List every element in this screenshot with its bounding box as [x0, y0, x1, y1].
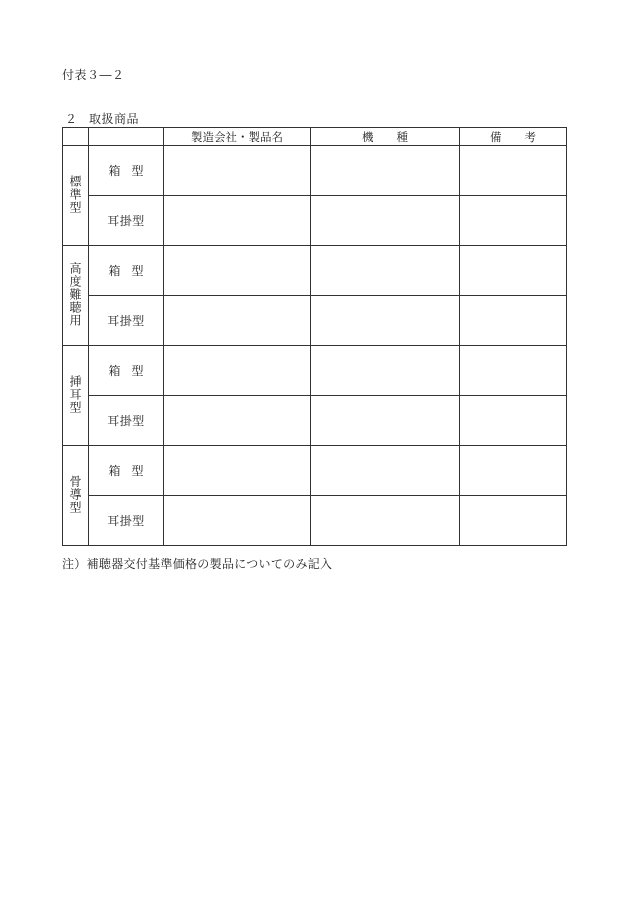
- header-remarks: 備 考: [460, 128, 567, 146]
- maker-input-cell[interactable]: [164, 346, 311, 396]
- maker-input-cell[interactable]: [164, 496, 311, 546]
- category-cell: [63, 346, 89, 446]
- model-input-cell[interactable]: [311, 496, 460, 546]
- maker-input-cell[interactable]: [164, 196, 311, 246]
- remarks-input-cell[interactable]: [460, 246, 567, 296]
- header-maker: 製造会社・製品名: [164, 128, 311, 146]
- remarks-input-cell[interactable]: [460, 146, 567, 196]
- category-cell: [63, 246, 89, 346]
- subtype-cell: 箱型: [89, 146, 164, 196]
- model-input-cell[interactable]: [311, 346, 460, 396]
- maker-input-cell[interactable]: [164, 146, 311, 196]
- table-row: [63, 496, 567, 546]
- category-label: 標準型: [68, 174, 82, 214]
- products-table: [62, 127, 567, 546]
- section-number: ２: [65, 112, 78, 126]
- maker-input-cell[interactable]: [164, 246, 311, 296]
- model-input-cell[interactable]: [311, 396, 460, 446]
- table-row: [63, 446, 567, 496]
- subtype-cell: 箱型: [89, 346, 164, 396]
- model-input-cell[interactable]: [311, 296, 460, 346]
- header-subtype: [89, 128, 164, 146]
- maker-input-cell[interactable]: [164, 296, 311, 346]
- section-title: [62, 110, 139, 127]
- subtype-cell: 箱型: [89, 446, 164, 496]
- remarks-input-cell[interactable]: [460, 396, 567, 446]
- maker-input-cell[interactable]: [164, 446, 311, 496]
- remarks-input-cell[interactable]: [460, 296, 567, 346]
- subtype-cell: 箱型: [89, 246, 164, 296]
- subtype-cell: 耳掛型: [89, 296, 164, 346]
- category-label: 高度難聴用: [68, 261, 82, 327]
- model-input-cell[interactable]: [311, 246, 460, 296]
- category-label: 挿耳型: [68, 374, 82, 414]
- maker-input-cell[interactable]: [164, 396, 311, 446]
- subtype-cell: 耳掛型: [89, 496, 164, 546]
- header-row: [63, 128, 567, 146]
- subtype-cell: 耳掛型: [89, 196, 164, 246]
- remarks-input-cell[interactable]: [460, 446, 567, 496]
- remarks-input-cell[interactable]: [460, 496, 567, 546]
- category-label: 骨導型: [68, 474, 82, 514]
- table-row: [63, 296, 567, 346]
- model-input-cell[interactable]: [311, 196, 460, 246]
- category-cell: [63, 146, 89, 246]
- category-cell: [63, 446, 89, 546]
- table-row: [63, 396, 567, 446]
- header-category: [63, 128, 89, 146]
- header-model: 機 種: [311, 128, 460, 146]
- footnote: 注）補聴器交付基準価格の製品についてのみ記入: [62, 557, 333, 571]
- table-row: [63, 346, 567, 396]
- table-row: [63, 146, 567, 196]
- remarks-input-cell[interactable]: [460, 196, 567, 246]
- table-row: [63, 196, 567, 246]
- subtype-cell: 耳掛型: [89, 396, 164, 446]
- remarks-input-cell[interactable]: [460, 346, 567, 396]
- section-title-text: 取扱商品: [89, 112, 140, 126]
- table-row: [63, 246, 567, 296]
- page-label: 付表３―２: [62, 68, 125, 82]
- model-input-cell[interactable]: [311, 146, 460, 196]
- model-input-cell[interactable]: [311, 446, 460, 496]
